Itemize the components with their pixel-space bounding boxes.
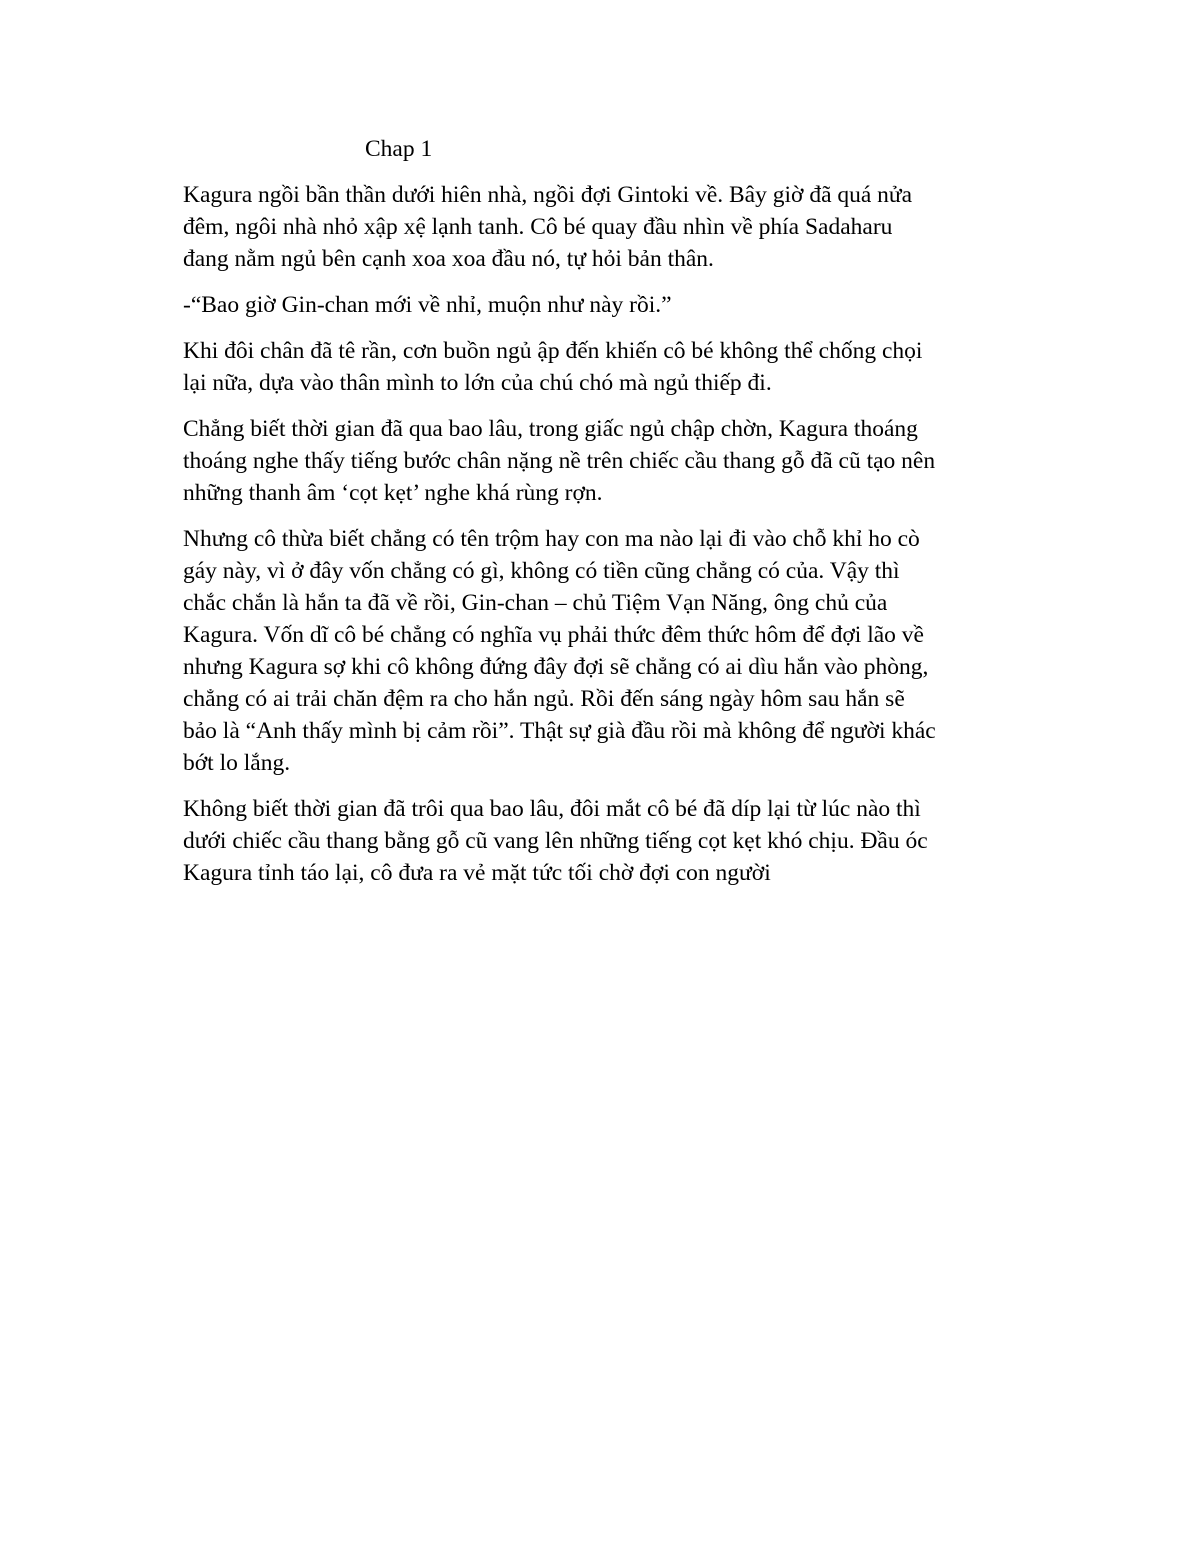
paragraph-1: Kagura ngồi bần thần dưới hiên nhà, ngồi đợi Gintoki về. Bây giờ đã quá nửa đêm, ngôi nhà nhỏ xập xệ lạnh tanh. Cô bé quay đầu nhìn về phía Sadaharu đang nằm ngủ bên cạnh xoa xoa đầu nó, tự hỏi bản thân. bbox=[183, 182, 913, 272]
paragraph-3: Khi đôi chân đã tê rần, cơn buồn ngủ ập đến khiến cô bé không thể chống chọi lại nữa, dựa vào thân mình to lớn của chú chó mà ngủ thiếp đi. bbox=[183, 338, 923, 396]
paragraph-4: Chẳng biết thời gian đã qua bao lâu, trong giấc ngủ chập chờn, Kagura thoáng thoáng nghe thấy tiếng bước chân nặng nề trên chiếc cầu thang gỗ đã cũ tạo nên những thanh âm ‘cọt kẹt’ nghe khá rùng rợn. bbox=[183, 416, 936, 506]
paragraph-2: -“Bao giờ Gin-chan mới về nhỉ, muộn như này rồi.” bbox=[183, 292, 672, 318]
paragraph-6: Không biết thời gian đã trôi qua bao lâu, đôi mắt cô bé đã díp lại từ lúc nào thì dưới chiếc cầu thang bằng gỗ cũ vang lên những tiếng cọt kẹt khó chịu. Đầu óc Kagura tỉnh táo lại, cô đưa ra vẻ mặt tức tối chờ đợi con người bbox=[183, 796, 928, 886]
chapter-title: Chap 1 bbox=[365, 136, 433, 162]
document-body bbox=[183, 133, 1015, 903]
paragraph-5: Nhưng cô thừa biết chẳng có tên trộm hay con ma nào lại đi vào chỗ khỉ ho cò gáy này, vì ở đây vốn chẳng có gì, không có tiền cũng chẳng có của. Vậy thì chắc chắn là hắn ta đã về rồi, Gin-chan – chủ Tiệm Vạn Năng, ông chủ của Kagura. Vốn dĩ cô bé chẳng có nghĩa vụ phải thức đêm thức hôm để đợi lão về nhưng Kagura sợ khi cô không đứng đây đợi sẽ chẳng có ai dìu hắn vào phòng, chẳng có ai trải chăn đệm ra cho hắn ngủ. Rồi đến sáng ngày hôm sau hắn sẽ bảo là “Anh thấy mình bị cảm rồi”. Thật sự già đầu rồi mà không để người khác bớt lo lắng. bbox=[183, 526, 936, 776]
